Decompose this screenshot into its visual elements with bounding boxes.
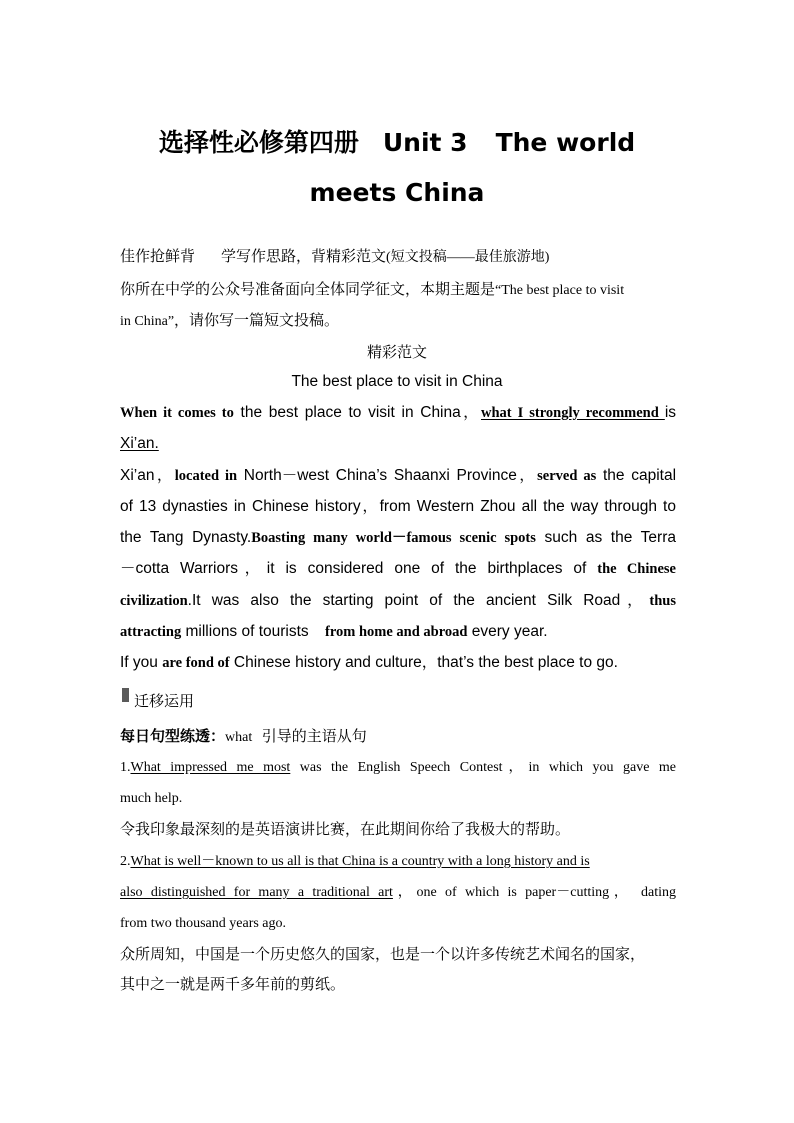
- p1-text: the best place to visit in China，: [233, 404, 482, 421]
- ex2-translation-1: 众所周知，中国是一个历史悠久的国家，也是一个以许多传统艺术闻名的国家，: [120, 945, 646, 963]
- ex2-translation-2: 其中之一就是两千多年前的剪纸。: [120, 975, 346, 993]
- task-line1-cn: 你所在中学的公众号准备面向全体同学征文，本期主题是: [120, 280, 496, 298]
- phrase-thus: thus: [649, 593, 676, 609]
- phrase-attracting: attracting: [120, 624, 182, 640]
- task-line-2: [120, 309, 676, 333]
- essay-p2-line3: [120, 527, 676, 549]
- page-title-line2: [0, 178, 794, 208]
- phrase-civilization: civilization: [120, 593, 188, 609]
- ex1-line1: [120, 757, 676, 779]
- p2-text: North－west China’s Shaanxi Province，: [237, 467, 538, 484]
- essay-label: 精彩范文: [366, 343, 427, 361]
- p3-text: If you: [120, 654, 163, 671]
- daily-cn: 引导的主语从句: [261, 727, 367, 745]
- intro-paren: (短文投稿——最佳旅游地): [386, 250, 550, 265]
- phrase-from-home-and-abroad: from home and abroad: [325, 624, 468, 640]
- essay-title: The best place to visit in China: [291, 373, 503, 390]
- essay-p1-line2: [120, 433, 676, 455]
- title-name-part2: meets China: [309, 178, 485, 207]
- p2-text: the Tang Dynasty.: [120, 529, 252, 546]
- essay-p3: [120, 652, 676, 674]
- p3-text: Chinese history and culture，that’s the best place to go.: [229, 654, 618, 671]
- ex1-text: was the English Speech Contest，in which you gave me: [290, 760, 676, 775]
- ex2-underlined-2: also distinguished for many a traditional art: [120, 885, 393, 900]
- task-line2-cn: ，请你写一篇短文投稿。: [174, 311, 340, 329]
- p2-text: the capital: [596, 467, 677, 484]
- essay-p2-line1: [120, 465, 676, 487]
- daily-en: what: [225, 730, 253, 745]
- p2-text: Xi’an，: [120, 467, 175, 484]
- phrase-located-in: located in: [174, 468, 238, 484]
- p2-text: －cotta Warriors，it is considered one of the birthplaces of: [120, 560, 587, 577]
- essay-p2-line2: of 13 dynasties in Chinese history，from Western Zhou all the way through to: [120, 498, 676, 515]
- p2-text: every year.: [467, 623, 548, 640]
- p2-text: millions of tourists: [181, 623, 313, 640]
- task-line1-en: “The best place to visit: [495, 283, 625, 298]
- ex1-number: 1.: [120, 760, 131, 775]
- phrase-served-as: served as: [537, 468, 597, 484]
- ex2-line2: [120, 882, 676, 904]
- phrase-when-it-comes-to: When it comes to: [120, 405, 234, 421]
- essay-p2-line5: [120, 590, 676, 612]
- p2-text: .It was also the starting point of the ancient Silk Road，: [187, 592, 650, 609]
- practice-heading: 迁移运用: [134, 692, 195, 710]
- intro-desc: 学写作思路，背精彩范文: [221, 247, 387, 265]
- title-name-part1: The world: [495, 128, 636, 157]
- section-marker-icon: [122, 688, 129, 702]
- ex2-underlined-1: What is well－known to us all is that China is a country with a long history and is: [130, 854, 590, 869]
- ex2-line3: from two thousand years ago.: [120, 916, 287, 931]
- ex1-translation: 令我印象最深刻的是英语演讲比赛，在此期间你给了我极大的帮助。: [120, 820, 571, 838]
- ex1-line2: much help.: [120, 791, 183, 806]
- intro-line: [120, 245, 676, 269]
- phrase-what-i-recommend: what I strongly recommend: [481, 405, 665, 421]
- page-title: [0, 128, 794, 158]
- ex2-number: 2.: [120, 854, 131, 869]
- essay-p2-line6: [120, 621, 676, 643]
- daily-line: [120, 725, 676, 749]
- p2-text: such as the Terra: [535, 529, 676, 546]
- daily-label: 每日句型练透：: [120, 727, 226, 745]
- essay-p2-line4: [120, 558, 676, 580]
- intro-label: 佳作抢鲜背: [120, 247, 196, 265]
- ex2-line1: [120, 851, 676, 873]
- task-line-1: [120, 278, 676, 302]
- title-unit: Unit 3: [382, 128, 468, 157]
- task-line2-en: in China”: [120, 314, 175, 329]
- phrase-boasting: Boasting many world－famous scenic spots: [251, 530, 536, 546]
- p1-xian: Xi’an.: [120, 435, 159, 452]
- p1-text-is: is: [664, 404, 677, 421]
- phrase-are-fond-of: are fond of: [162, 655, 230, 671]
- ex2-text: ，one of which is paper－cutting， dating: [392, 885, 676, 900]
- phrase-the-chinese: the Chinese: [597, 561, 676, 577]
- essay-p1-line1: [120, 402, 676, 424]
- title-cn: 选择性必修第四册: [158, 128, 359, 157]
- ex1-underlined: What impressed me most: [130, 760, 291, 775]
